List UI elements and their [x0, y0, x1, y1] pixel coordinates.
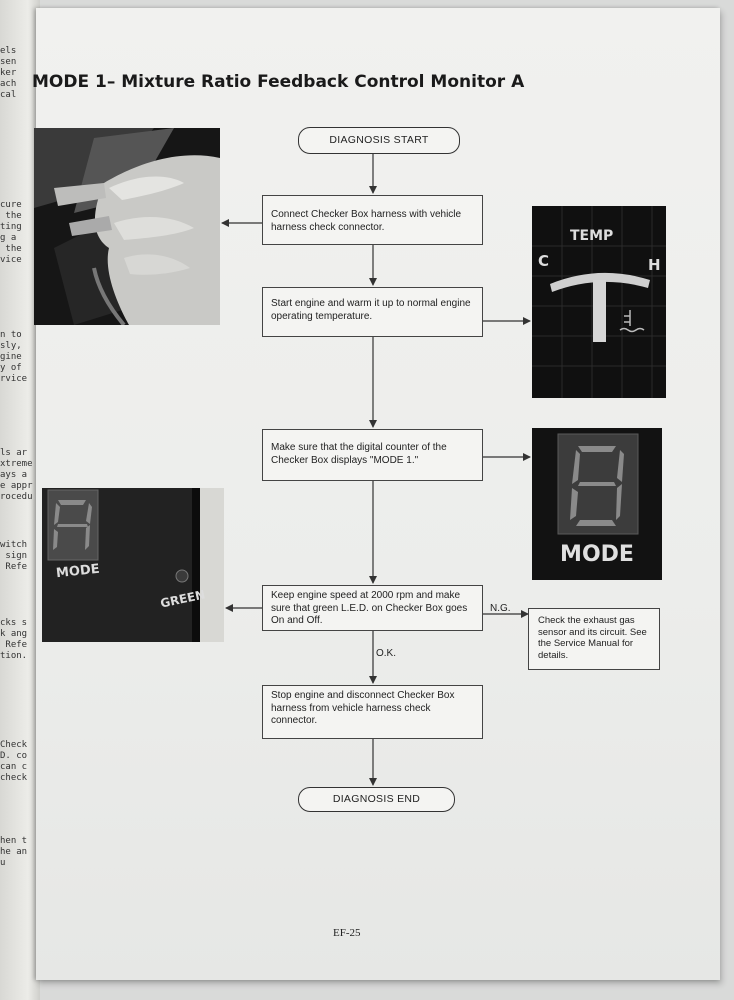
- step-warm-engine: Start engine and warm it up to normal engine operating temperature.: [262, 287, 483, 337]
- step-check-display: Make sure that the digital counter of the Checker Box displays "MODE 1.": [262, 429, 483, 481]
- page-title: MODE 1– Mixture Ratio Feedback Control Monitor A: [32, 72, 525, 92]
- adjacent-page-text: witch sign Refe: [0, 540, 28, 572]
- photo-mode-display: [532, 428, 662, 580]
- adjacent-page-text: cure the ting g a the vice: [0, 200, 22, 265]
- adjacent-page-text: cks s k ang Refe tion.: [0, 618, 28, 661]
- adjacent-page-text: els sen ker ach cal: [0, 46, 17, 100]
- checker-mode-label: MODE: [55, 561, 101, 582]
- ok-label: O.K.: [376, 648, 397, 659]
- diagnosis-start: DIAGNOSIS START: [298, 127, 460, 154]
- photo-checker-box: [42, 488, 224, 642]
- diagnosis-end: DIAGNOSIS END: [298, 787, 455, 812]
- page-number: EF-25: [333, 927, 361, 939]
- adjacent-page-text: Check D. co can c check: [0, 740, 28, 783]
- checker-green-label: GREEN: [159, 587, 207, 611]
- step-stop-engine: Stop engine and disconnect Checker Box harness from vehicle harness check connector.: [262, 685, 483, 739]
- adjacent-page-text: hen t he an u: [0, 836, 28, 868]
- ng-label: N.G.: [490, 603, 511, 614]
- adjacent-page-text: n to sly, gine y of rvice: [0, 330, 28, 384]
- step-engine-speed: Keep engine speed at 2000 rpm and make sure that green L.E.D. on Checker Box goes On and Off.: [262, 585, 483, 631]
- photo-temp-gauge: [532, 206, 666, 398]
- ng-action-box: Check the exhaust gas sensor and its circuit. See the Service Manual for details.: [528, 608, 660, 670]
- temp-gauge-cold: C: [538, 252, 550, 270]
- adjacent-page-text: ls ar xtreme ays a e appr rocedu: [0, 448, 33, 502]
- step-connect-harness: Connect Checker Box harness with vehicle harness check connector.: [262, 195, 483, 245]
- temp-gauge-hot: H: [648, 256, 661, 274]
- photo-connect-harness: [34, 128, 220, 325]
- temp-gauge-title: TEMP: [570, 228, 614, 244]
- mode-display-label: MODE: [560, 542, 634, 567]
